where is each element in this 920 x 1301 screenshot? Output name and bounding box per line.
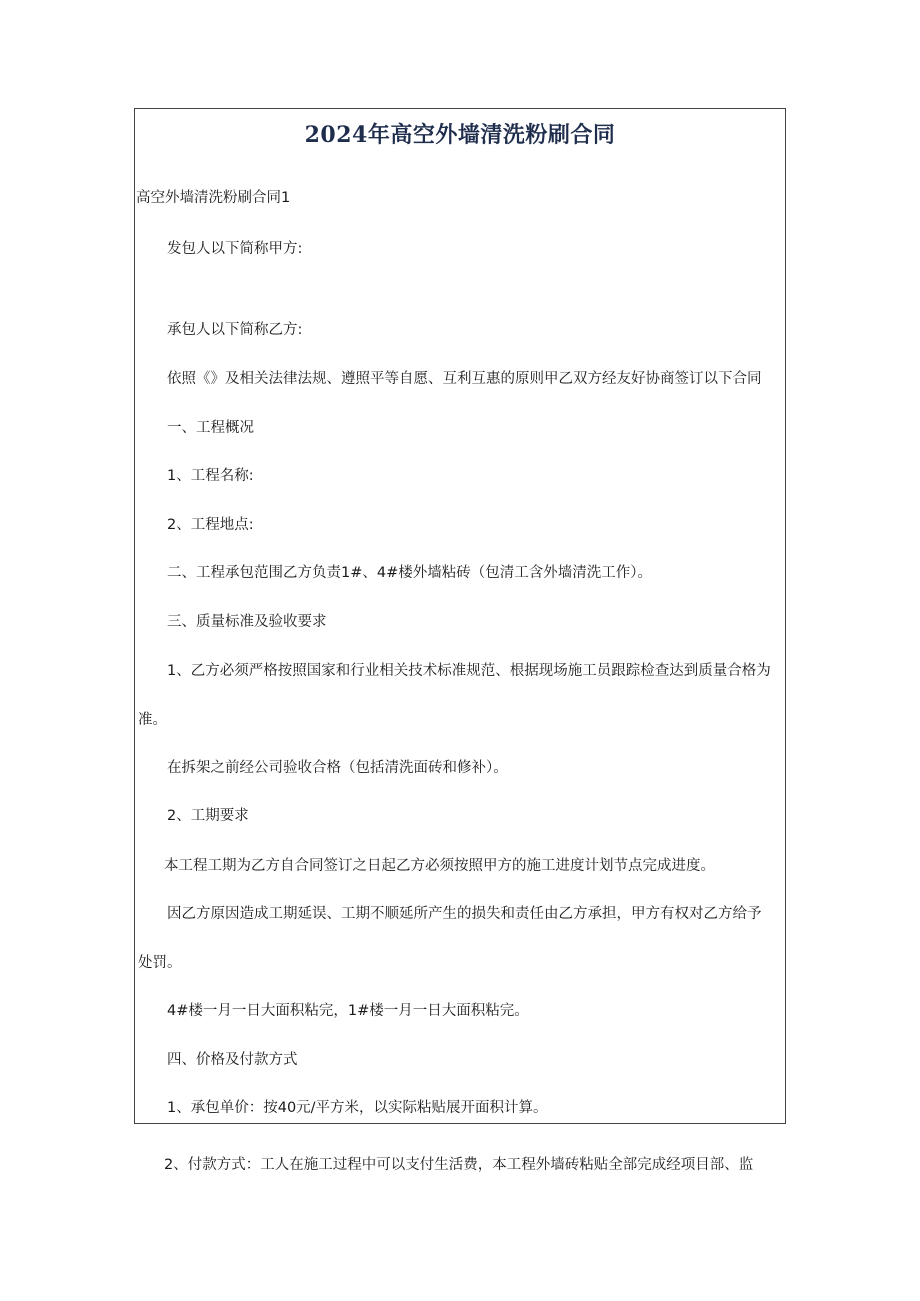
paragraph-line: 处罚。: [138, 955, 182, 971]
section-heading: 2、工期要求: [167, 808, 249, 824]
paragraph-line: 1、乙方必须严格按照国家和行业相关技术标准规范、根据现场施工员跟踪检查达到质量合格为: [167, 663, 771, 679]
section-heading: 四、价格及付款方式: [167, 1052, 298, 1068]
paragraph-line: 1、工程名称:: [167, 468, 254, 484]
section-heading: 三、质量标准及验收要求: [167, 614, 327, 630]
paragraph-line: 本工程工期为乙方自合同签订之日起乙方必须按照甲方的施工进度计划节点完成进度。: [164, 858, 715, 874]
paragraph-line: 因乙方原因造成工期延误、工期不顺延所产生的损失和责任由乙方承担，甲方有权对乙方给予: [167, 906, 762, 922]
paragraph-line: 1、承包单价：按40元/平方米，以实际粘贴展开面积计算。: [167, 1100, 548, 1116]
paragraph-line: 2、工程地点:: [167, 517, 254, 533]
section-subtitle: 高空外墙清洗粉刷合同1: [136, 190, 291, 206]
paragraph-line: 4#楼一月一日大面积粘完，1#楼一月一日大面积粘完。: [167, 1003, 529, 1019]
paragraph-line: 2、付款方式：工人在施工过程中可以支付生活费，本工程外墙砖粘贴全部完成经项目部、监: [164, 1157, 754, 1173]
paragraph-line: 发包人以下简称甲方:: [167, 241, 303, 257]
paragraph-line: 在拆架之前经公司验收合格（包括清洗面砖和修补）。: [167, 760, 508, 776]
paragraph-line: 依照《》及相关法律法规、遵照平等自愿、互利互惠的原则甲乙双方经友好协商签订以下合同: [167, 371, 762, 387]
document-title: 2024年高空外墙清洗粉刷合同: [304, 122, 616, 148]
section-heading: 二、工程承包范围乙方负责1#、4#楼外墙粘砖（包清工含外墙清洗工作）。: [167, 565, 652, 581]
paragraph-line: 准。: [138, 712, 167, 728]
paragraph-line: 承包人以下简称乙方:: [167, 322, 303, 338]
section-heading: 一、工程概况: [167, 420, 254, 436]
